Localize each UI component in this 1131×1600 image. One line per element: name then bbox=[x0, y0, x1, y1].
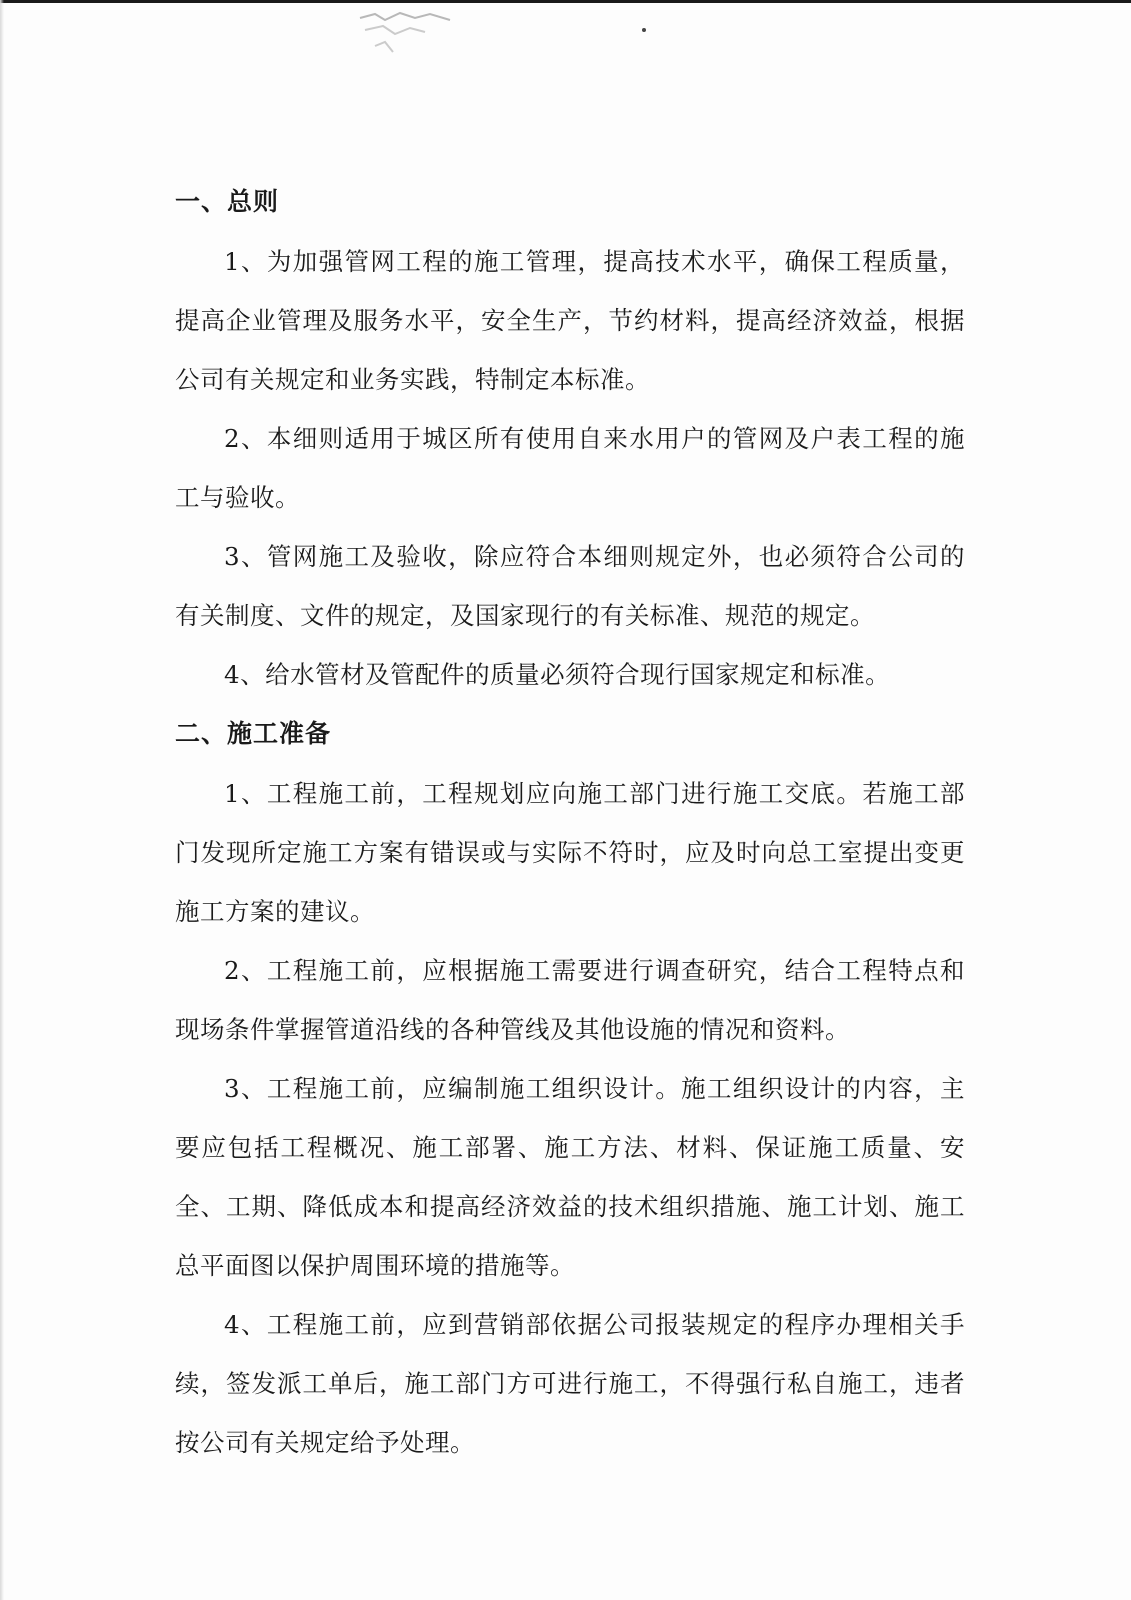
section-heading: 一、总则 bbox=[175, 187, 280, 216]
section-general bbox=[175, 172, 965, 704]
section-construction-preparation bbox=[175, 704, 965, 1472]
paragraph: 3、工程施工前，应编制施工组织设计。施工组织设计的内容，主要应包括工程概况、施工部署、施工方法、材料、保证施工质量、安全、工期、降低成本和提高经济效益的技术组织措施、施工计划、施工总平面图以保护周围环境的措施等。 bbox=[175, 1074, 965, 1280]
paragraph: 1、工程施工前，工程规划应向施工部门进行施工交底。若施工部门发现所定施工方案有错误或与实际不符时，应及时向总工室提出变更施工方案的建议。 bbox=[175, 779, 965, 926]
paragraph: 4、给水管材及管配件的质量必须符合现行国家规定和标准。 bbox=[224, 660, 891, 689]
scan-smudge-mark bbox=[355, 8, 455, 58]
scan-top-border bbox=[0, 0, 1131, 3]
paragraph: 2、工程施工前，应根据施工需要进行调查研究，结合工程特点和现场条件掌握管道沿线的各种管线及其他设施的情况和资料。 bbox=[175, 956, 965, 1044]
document-body bbox=[175, 172, 965, 1472]
section-heading: 二、施工准备 bbox=[175, 719, 332, 748]
paragraph: 3、管网施工及验收，除应符合本细则规定外，也必须符合公司的有关制度、文件的规定，及国家现行的有关标准、规范的规定。 bbox=[175, 542, 965, 630]
paragraph: 2、本细则适用于城区所有使用自来水用户的管网及户表工程的施工与验收。 bbox=[175, 424, 965, 512]
scan-left-shadow bbox=[0, 0, 4, 1600]
scan-dot-mark bbox=[642, 28, 646, 32]
paragraph: 1、为加强管网工程的施工管理，提高技术水平，确保工程质量，提高企业管理及服务水平，安全生产，节约材料，提高经济效益，根据公司有关规定和业务实践，特制定本标准。 bbox=[175, 247, 965, 394]
paragraph: 4、工程施工前，应到营销部依据公司报装规定的程序办理相关手续，签发派工单后，施工部门方可进行施工，不得强行私自施工，违者按公司有关规定给予处理。 bbox=[175, 1310, 965, 1457]
